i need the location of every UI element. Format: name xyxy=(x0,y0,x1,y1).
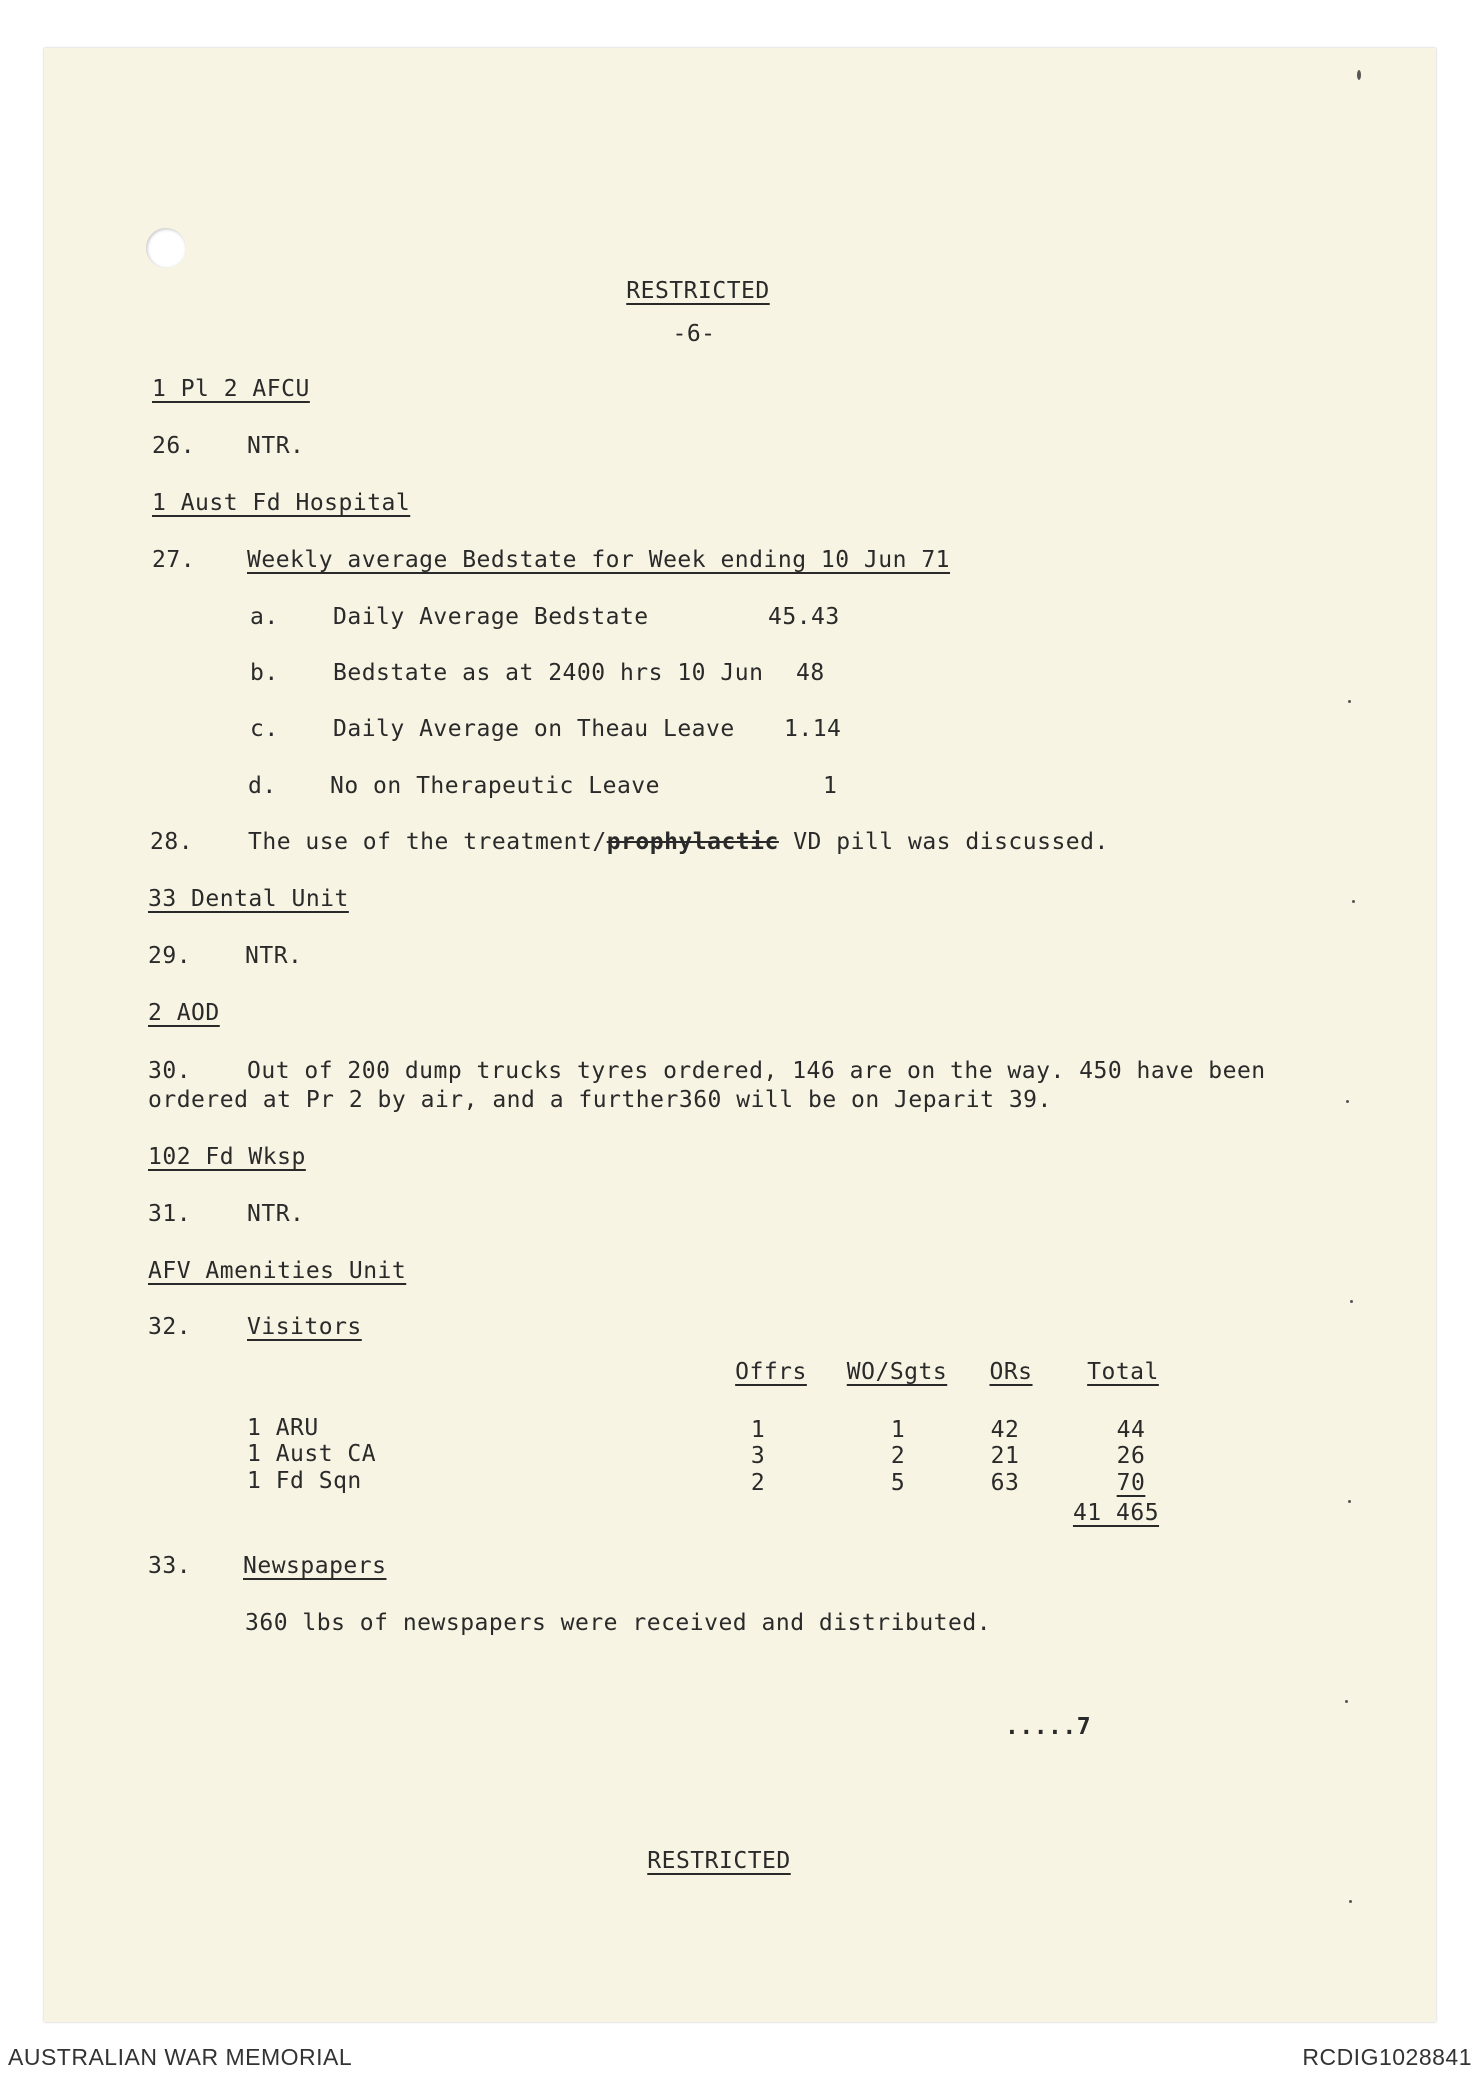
table-cell-wo-sgts: 5 xyxy=(890,1470,906,1496)
item-number-27: 27. xyxy=(152,547,196,573)
table-cell-ors: 42 xyxy=(990,1417,1020,1443)
scan-mark xyxy=(1348,1500,1351,1503)
table-row-unit: 1 Fd Sqn xyxy=(247,1468,362,1494)
item-33-text: 360 lbs of newspapers were received and distributed. xyxy=(245,1610,992,1636)
subitem-letter: b. xyxy=(250,660,279,686)
item-number-26: 26. xyxy=(152,433,196,459)
archive-credit: AUSTRALIAN WAR MEMORIAL xyxy=(8,2044,353,2070)
item-number-29: 29. xyxy=(148,943,192,969)
column-header-ors: ORs xyxy=(989,1359,1033,1385)
item-number-31: 31. xyxy=(148,1201,192,1227)
subitem-letter: a. xyxy=(250,604,279,630)
item-31-text: NTR. xyxy=(247,1201,305,1227)
table-row-unit: 1 ARU xyxy=(247,1415,319,1441)
classification-footer: RESTRICTED xyxy=(647,1848,791,1874)
table-cell-wo-sgts: 2 xyxy=(890,1443,906,1469)
subitem-value: 1.14 xyxy=(784,716,842,742)
subitem-value: 48 xyxy=(796,660,825,686)
item-32-title: Visitors xyxy=(247,1314,362,1340)
continuation-marker: .....7 xyxy=(1005,1714,1092,1740)
scan-mark xyxy=(1357,70,1361,80)
subitem-label: No on Therapeutic Leave xyxy=(330,773,660,799)
scan-mark xyxy=(1350,1300,1353,1303)
punch-hole xyxy=(146,228,186,268)
subitem-value: 45.43 xyxy=(768,604,840,630)
struck-word: prophylactic xyxy=(606,829,779,855)
subitem-label: Daily Average Bedstate xyxy=(333,604,649,630)
section-heading-afcu: 1 Pl 2 AFCU xyxy=(152,376,310,402)
subitem-label: Bedstate as at 2400 hrs 10 Jun xyxy=(333,660,764,686)
table-cell-ors: 63 xyxy=(990,1470,1020,1496)
item-28-text-before: The use of the treatment/ xyxy=(248,829,607,855)
scan-mark xyxy=(1349,1900,1352,1903)
item-30-line2: ordered at Pr 2 by air, and a further360 will be on Jeparit 39. xyxy=(148,1087,1052,1113)
scan-mark xyxy=(1345,1700,1348,1703)
item-number-28: 28. xyxy=(150,829,194,855)
table-cell-ors: 21 xyxy=(990,1443,1020,1469)
section-heading-amenities: AFV Amenities Unit xyxy=(148,1258,407,1284)
section-heading-wksp: 102 Fd Wksp xyxy=(148,1144,306,1170)
scan-mark xyxy=(1348,700,1351,703)
table-cell-total: 44 xyxy=(1116,1417,1146,1443)
archive-id: RCDIG1028841 xyxy=(1302,2044,1472,2070)
table-cell-total: 70 xyxy=(1116,1470,1146,1496)
table-cell-offrs: 3 xyxy=(750,1443,766,1469)
subitem-label: Daily Average on Theau Leave xyxy=(333,716,735,742)
subitem-letter: d. xyxy=(248,773,277,799)
table-cell-wo-sgts: 1 xyxy=(890,1417,906,1443)
scan-mark xyxy=(1346,1100,1349,1103)
column-header-offrs: Offrs xyxy=(735,1359,807,1385)
classification-header: RESTRICTED xyxy=(626,278,770,304)
item-28-text xyxy=(248,831,1109,854)
item-29-text: NTR. xyxy=(245,943,303,969)
item-26-text: NTR. xyxy=(247,433,305,459)
item-33-title: Newspapers xyxy=(243,1553,387,1579)
table-cell-offrs: 2 xyxy=(750,1470,766,1496)
section-heading-aod: 2 AOD xyxy=(148,1000,220,1026)
scan-mark xyxy=(1352,900,1355,903)
page-number: -6- xyxy=(672,321,716,347)
table-cell-offrs: 1 xyxy=(750,1417,766,1443)
document-page xyxy=(44,48,1436,2022)
subitem-letter: c. xyxy=(250,716,279,742)
item-28-text-after: VD pill was discussed. xyxy=(778,829,1109,855)
column-header-total: Total xyxy=(1087,1359,1159,1385)
item-number-32: 32. xyxy=(148,1314,192,1340)
table-row-unit: 1 Aust CA xyxy=(247,1441,377,1467)
item-number-30: 30. xyxy=(148,1058,192,1084)
item-number-33: 33. xyxy=(148,1553,192,1579)
section-heading-dental: 33 Dental Unit xyxy=(148,886,349,912)
section-heading-hospital: 1 Aust Fd Hospital xyxy=(152,490,411,516)
subitem-value: 1 xyxy=(823,773,838,799)
item-30-line1: Out of 200 dump trucks tyres ordered, 146 are on the way. 450 have been xyxy=(247,1058,1266,1084)
item-27-title: Weekly average Bedstate for Week ending 10 Jun 71 xyxy=(247,547,951,573)
column-header-wo-sgts: WO/Sgts xyxy=(846,1359,948,1385)
grand-total: 41 465 xyxy=(1072,1500,1160,1526)
table-cell-total: 26 xyxy=(1116,1443,1146,1469)
